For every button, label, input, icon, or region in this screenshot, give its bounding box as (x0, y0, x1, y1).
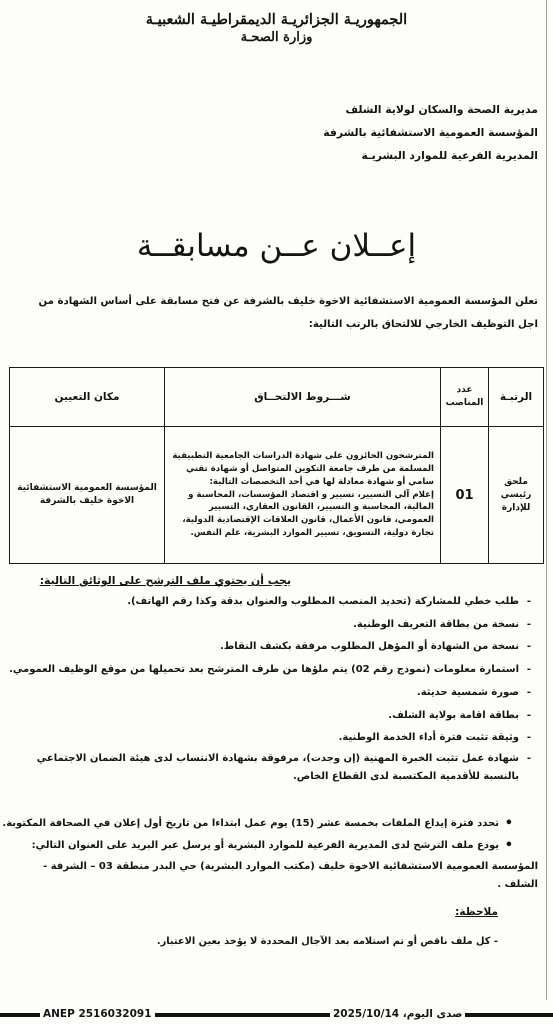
header-place: مكان التعيين (10, 368, 165, 427)
table-header-row (10, 368, 544, 427)
list-item: - بطاقة اقامة بولاية الشلف. (16, 705, 531, 728)
date-value: 2025/10/14 (333, 1008, 400, 1020)
intro-paragraph: تعلن المؤسسة العمومية الاستشفائية الاخوة خليف بالشرفة عن فتح مسابقة على أساس الشهادة من اجل التوظيف الخارجي للالتحاق بالرتب التالية: (38, 296, 538, 330)
cell-grade: ملحق رئيسي للإدارة (489, 427, 544, 564)
table-row (10, 427, 544, 564)
page-edge (546, 0, 547, 1000)
header-positions: عدد المناصب (441, 368, 489, 427)
date-label: صدى اليوم (406, 1008, 463, 1020)
requirements-title: يجب أن يحتوي ملف الترشح على الوثائق التالية: (39, 574, 291, 587)
note-deadline: • تحدد فترة إيداع الملفات بخمسة عشر (15) يوم عمل ابتداءا من تاريخ أول إعلان في الصحافة المكتوبة. (43, 813, 513, 835)
header-grade: الرتبـة (489, 368, 544, 427)
positions-table (9, 367, 544, 564)
republic-name: الجمهوريـة الجزائريـة الديمقراطيـة الشعبيـة (145, 11, 408, 28)
cell-conditions (165, 427, 441, 564)
list-item: - صورة شمسية حديثة. (16, 682, 531, 705)
page-header (0, 10, 553, 47)
conditions-main: المترشحون الحائزون على شهادة الدراسات الجامعية التطبيقية المسلمة من طرف جامعة التكوين المتواصل أو شهادة تقني سامي أو شهادة معادلة لها في أحد التخصصات التالية: (172, 451, 434, 487)
list-item: - شهادة عمل تثبت الخبرة المهنية (إن وجدت)، مرفوقة بشهادة الانتساب لدى هيئة الضمان الاجتماعي بالنسبة للأقدمية المكتسبة لدى القطاع الخاص. (16, 750, 531, 786)
submission-address: المؤسسة العمومية الاستشفائية الاخوة خليف (مكتب الموارد البشرية) حي البدر منطقة 03 – الشرفة - الشلف . (43, 861, 538, 890)
list-item: - طلب خطي للمشاركة (تحديد المنصب المطلوب والعنوان بدقة وكذا رقم الهاتف). (16, 591, 531, 614)
anep-reference: ANEP 2516032091 (40, 1006, 155, 1022)
list-item: - نسخة من الشهادة أو المؤهل المطلوب مرفقة بكشف النقاط. (16, 636, 531, 659)
publication-date: صدى اليوم، 2025/10/14 (330, 1006, 465, 1022)
issuer-line-hospital: المؤسسة العمومية الاستشفائية بالشرفة (323, 126, 538, 139)
page-title: إعــلان عــن مسابقــة (136, 228, 417, 264)
header-conditions: شـــروط الالتحــاق (165, 368, 441, 427)
list-item: - وثيقة تثبت فترة أداء الخدمة الوطنية. (16, 727, 531, 750)
remark-title: ملاحظة: (455, 906, 498, 918)
issuer-line-hr: المديرية الفرعية للموارد البشريـة (361, 149, 538, 162)
list-item: - نسخة من بطاقة التعريف الوطنية. (16, 614, 531, 637)
cell-positions: 01 (441, 427, 489, 564)
page-footer (0, 1006, 553, 1024)
conditions-specialties: إعلام آلي التسيير، تسيير و اقتصاد المؤسسات، المحاسبة و المالية، المحاسبة و التسيير، القانون العقاري، التسيير العمومي، قانون الأعمال، قانون العلاقات الإقتصادية الدولية، تجارة دولية، التسويق، تسيير الموارد البشرية، علم النفس. (182, 489, 434, 538)
ministry-name: وزارة الصحـة (240, 30, 313, 45)
cell-place: المؤسسة العمومية الاستشفائية الاخوة خليف بالشرفة (10, 427, 165, 564)
note-submission: • يودع ملف الترشح لدى المديرية الفرعية للموارد البشرية أو يرسل عبر البريد على العنوان التالي: (43, 835, 513, 857)
issuer-line-directorate: مديرية الصحة والسكان لولاية الشلف (345, 103, 538, 116)
requirements-list (9, 591, 531, 786)
list-item: - استمارة معلومات (نموذج رقم 02) يتم ملؤها من طرف المترشح بعد تحميلها من موقع الوظيف العمومي. (16, 659, 531, 682)
issuer-block (238, 98, 538, 167)
submission-notes (2, 813, 513, 857)
remark-text: - كل ملف ناقص أو تم استلامه بعد الآجال المحددة لا يؤخذ بعين الاعتبار. (38, 934, 498, 950)
